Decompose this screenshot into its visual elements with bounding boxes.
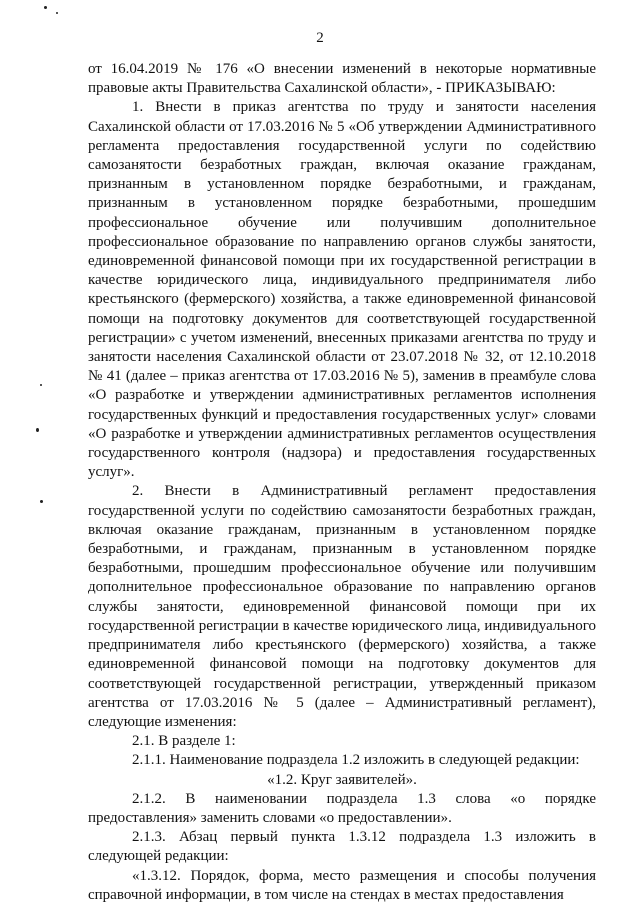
- paragraph-item-1: 1. Внести в приказ агентства по труду и занятости населения Сахалинской области от 17.03.2016 № 5 «Об утверждении Административного регламента предоставления государственной услуги по содействию самозанятости безработных граждан, включая оказание гражданам, признанным в установленном порядке безработными, и гражданам, признанным в установленном порядке безработными, прошедшим профессиональное обучение или получившим дополнительное профессиональное образование по направлению органов службы занятости, единовременной финансовой помощи при их государственной регистрации в качестве юридического лица, индивидуального предпринимателя либо крестьянского (фермерского) хозяйства, а также единовременной финансовой помощи на подготовку документов для соответствующей государственной регистрации» с учетом изменений, внесенных приказами агентства по труду и занятости населения Сахалинской области от 23.07.2018 № 32, от 12.10.2018 № 41 (далее – приказ агентства от 17.03.2016 № 5), заменив в преамбуле слова «О разработке и утверждении административных регламентов исполнения государственных функций и предоставления государственных услуг» словами «О разработке и утверждении административных регламентов осуществления государственного контроля (надзора) и предоставления государственных услуг».: [88, 99, 596, 481]
- scan-speck: [44, 6, 47, 9]
- scan-speck: [40, 384, 42, 386]
- paragraph-item-2-1-3: 2.1.3. Абзац первый пункта 1.3.12 подраздела 1.3 изложить в следующей редакции:: [88, 829, 596, 865]
- paragraph-subsection-title: «1.2. Круг заявителей».: [267, 771, 417, 788]
- scan-speck: [40, 500, 43, 503]
- paragraph-preamble-end: от 16.04.2019 № 176 «О внесении изменений в некоторые нормативные правовые акты Правительства Сахалинской области», - ПРИКАЗЫВАЮ:: [88, 61, 596, 97]
- paragraph-item-1-3-12: «1.3.12. Порядок, форма, место размещения и способы получения справочной информации, в том числе на стендах в местах предоставления: [88, 867, 596, 903]
- paragraph-item-2-1-2: 2.1.2. В наименовании подраздела 1.3 слова «о порядке предоставления» заменить словами «о предоставлении».: [88, 790, 596, 826]
- paragraph-item-2-1: 2.1. В разделе 1:: [132, 733, 236, 750]
- paragraph-item-2-1-1: 2.1.1. Наименование подраздела 1.2 изложить в следующей редакции:: [132, 752, 580, 769]
- scan-speck: [36, 428, 39, 432]
- scan-speck: [56, 12, 58, 14]
- page-number: 2: [316, 30, 324, 46]
- paragraph-item-2: 2. Внести в Административный регламент предоставления государственной услуги по содействию самозанятости безработных граждан, включая оказание гражданам, признанным в установленном порядке безработными, и гражданам, признанным в установленном порядке безработными, прошедшим профессиональное обучение или получившим дополнительное профессиональное образование по направлению органов службы занятости, единовременной финансовой помощи при их государственной регистрации в качестве юридического лица, индивидуального предпринимателя либо крестьянского (фермерского) хозяйства, а также единовременной финансовой помощи на подготовку документов для соответствующей государственной регистрации, утвержденный приказом агентства от 17.03.2016 № 5 (далее – Административный регламент), следующие изменения:: [88, 483, 596, 730]
- document-body: [88, 60, 596, 905]
